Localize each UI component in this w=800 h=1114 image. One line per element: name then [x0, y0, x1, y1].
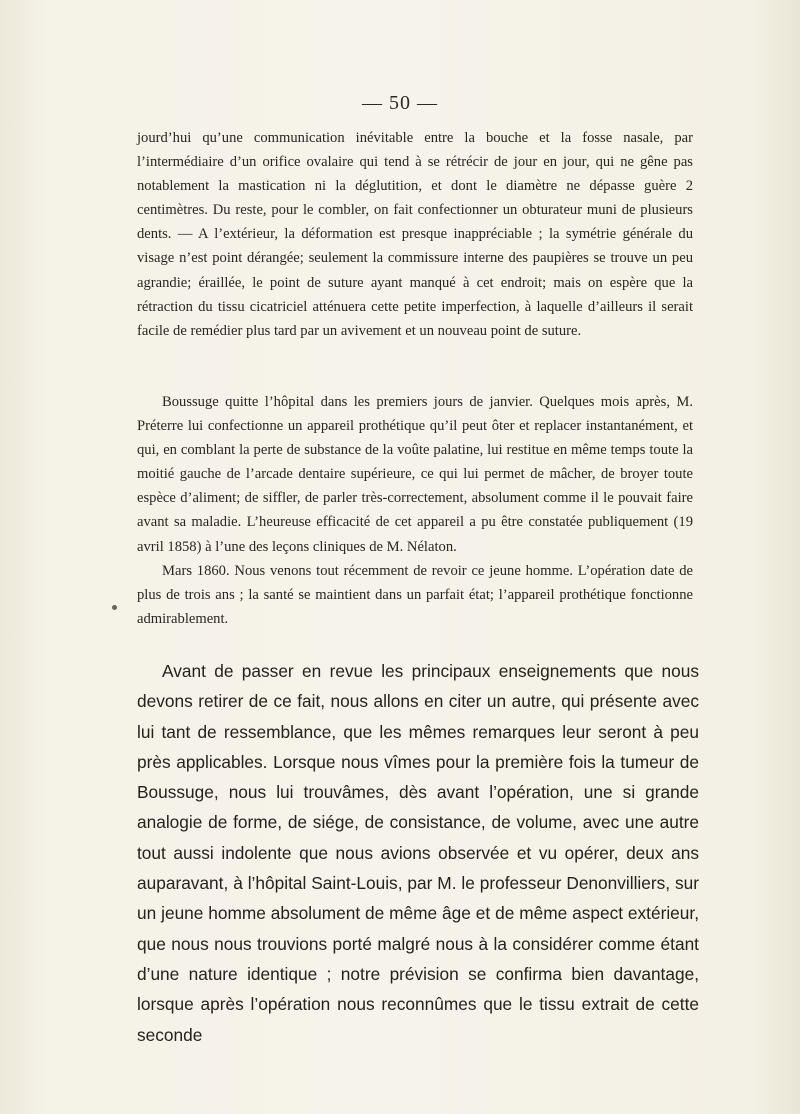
paragraph-boussuge-discharge: Boussuge quitte l’hôpital dans les premiers jours de janvier. Quelques mois après, M. Préterre lui confectionne un appareil prothétique qu’il peut ôter et replacer instantanément, et qui, en comblant la perte de substance de la voûte palatine, lui restitue en même temps toute la moitié gauche de l’arcade dentaire supérieure, ce qui lui permet de mâcher, de broyer toute espèce d’aliment; de siffler, de parler très-correctement, absolument comme il le pouvait faire avant sa maladie. L’heureuse efficacité de cet appareil a pu être constatée publiquement (19 avril 1858) à l’une des leçons cliniques de M. Nélaton.: [137, 394, 693, 555]
paragraph-observation-continued: jourd’hui qu’une communication inévitable entre la bouche et la fosse nasale, par l’intermédiaire d’un orifice ovalaire qui tend à se rétrécir de jour en jour, qui ne gêne pas notablement la mastication ni la déglutition, et dont le diamètre ne dépasse guère 2 centimètres. Du reste, pour le combler, on fait confectionner un obturateur muni de plusieurs dents. — A l’extérieur, la déformation est presque inappréciable ; la symétrie générale du visage n’est point dérangée; seulement la commissure interne des paupières se trouve un peu agrandie; éraillée, le point de suture ayant manqué à cet endroit; mais on espère que la rétraction du tissu cicatriciel atténuera cette petite imperfection, à laquelle d’ailleurs il serait facile de remédier plus tard par un avivement et un nouveau point de suture.: [137, 130, 693, 339]
page-number: — 50 —: [362, 92, 438, 114]
ink-spot: [112, 605, 117, 610]
paragraph-march-1860: Mars 1860. Nous venons tout récemment de revoir ce jeune homme. L’opération date de plus de trois ans ; la santé se maintient dans un parfait état; l’appareil prothétique fonctionne admirablement.: [137, 563, 693, 628]
paragraph-comparison-case: Avant de passer en revue les principaux enseignements que nous devons retirer de ce fait, nous allons en citer un autre, qui présente avec lui tant de ressemblance, que les mêmes remarques leur seront à peu près applicables. Lorsque nous vîmes pour la première fois la tumeur de Boussuge, nous lui trouvâmes, dès avant l’opération, une si grande analogie de forme, de siége, de consistance, de volume, avec une autre tout aussi indolente que nous avions observée et vu opérer, deux ans auparavant, à l’hôpital Saint-Louis, par M. le professeur Denonvilliers, sur un jeune homme absolument de même âge et de même aspect extérieur, que nous nous trouvions porté malgré nous à la considérer comme étant d’une nature identique ; notre prévision se confirma bien davantage, lorsque après l’opération nous reconnûmes que le tissu extrait de cette seconde: [137, 661, 699, 1045]
